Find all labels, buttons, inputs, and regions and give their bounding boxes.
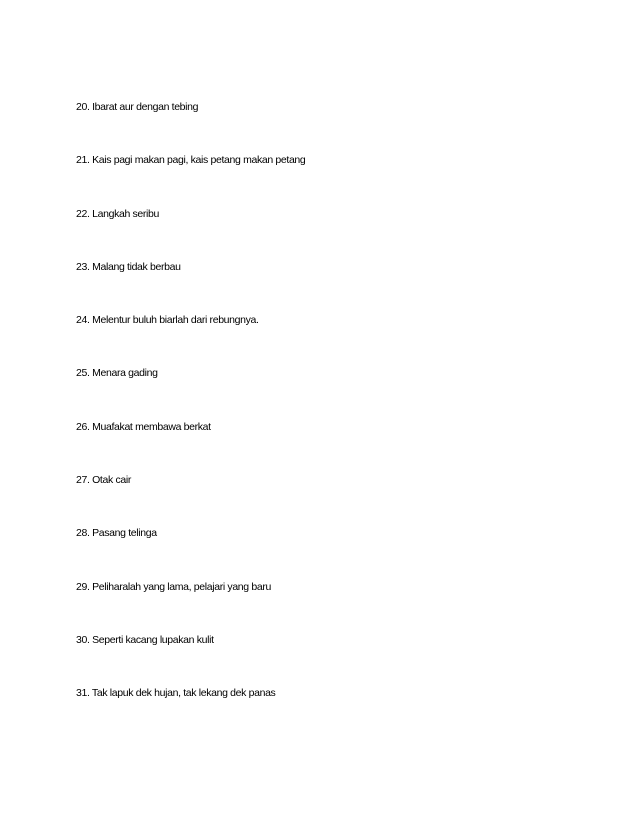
list-item: 26. Muafakat membawa berkat xyxy=(76,420,211,433)
list-item: 30. Seperti kacang lupakan kulit xyxy=(76,633,214,646)
list-item: 25. Menara gading xyxy=(76,367,158,380)
list-item: 29. Peliharalah yang lama, pelajari yang baru xyxy=(76,580,271,593)
list-item: 31. Tak lapuk dek hujan, tak lekang dek panas xyxy=(76,687,276,700)
list-item: 28. Pasang telinga xyxy=(76,527,157,540)
proverb-list xyxy=(76,99,305,739)
list-item: 21. Kais pagi makan pagi, kais petang makan petang xyxy=(76,154,306,167)
list-item: 22. Langkah seribu xyxy=(76,207,160,220)
list-item: 27. Otak cair xyxy=(76,474,131,487)
list-item: 20. Ibarat aur dengan tebing xyxy=(76,101,199,113)
list-item: 24. Melentur buluh biarlah dari rebungnya. xyxy=(76,314,259,327)
list-item: 23. Malang tidak berbau xyxy=(76,260,181,273)
